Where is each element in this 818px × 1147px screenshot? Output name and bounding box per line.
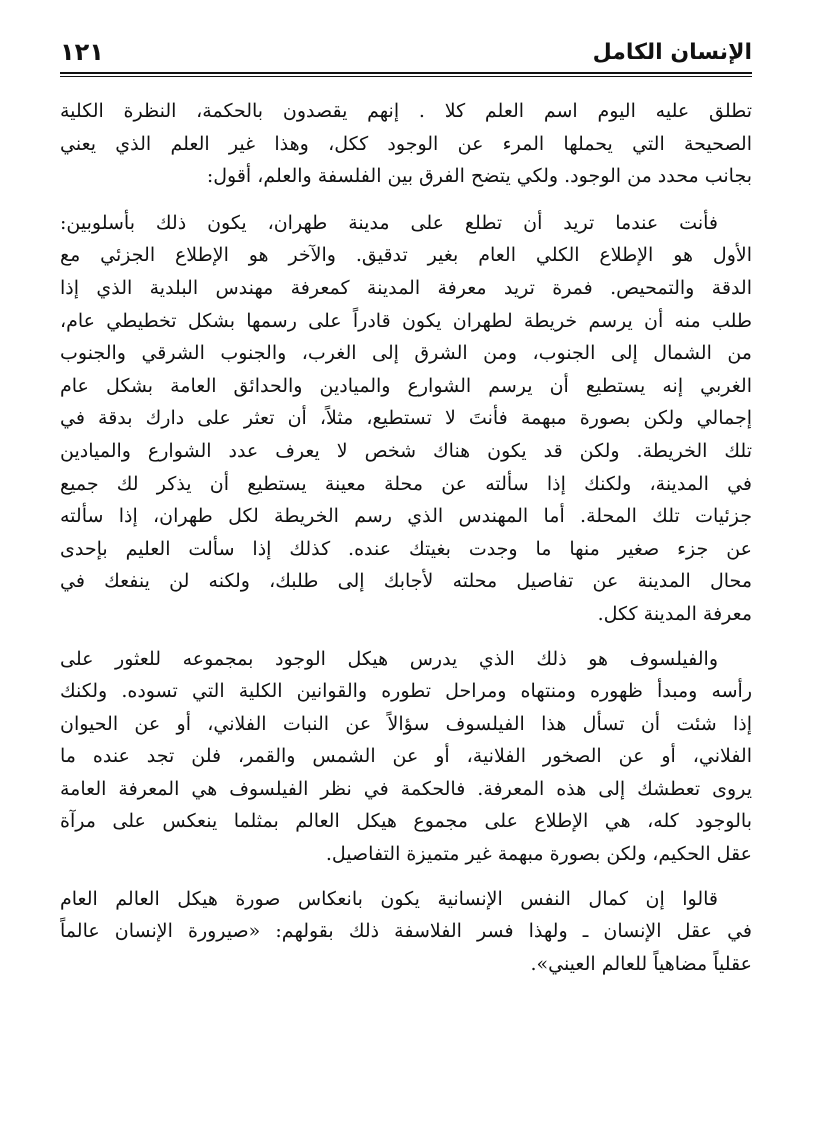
header-rule	[60, 72, 752, 77]
text-line: في عقل الإنسان ـ ولهذا فسر الفلاسفة ذلك بقولهم: «صيرورة الإنسان عالماً	[60, 920, 752, 943]
text-line: من الشمال إلى الجنوب، ومن الشرق إلى الغرب، والجنوب الشرقي والجنوب	[60, 342, 752, 365]
text-line: يروى تعطشك إلى هذه المعرفة. فالحكمة في نظر الفيلسوف هي المعرفة العامة	[60, 777, 752, 800]
book-page	[60, 28, 752, 1128]
text-line: محال المدينة عن تفاصيل محلته لأجابك إلى طلبك، ولكنه لن ينفعك في	[60, 570, 752, 593]
paragraph	[60, 95, 752, 193]
paragraph	[60, 883, 752, 981]
running-header	[60, 28, 752, 64]
text-line: جزئيات تلك المحلة. أما المهندس الذي رسم الخريطة لكل طهران، إذا سألته	[60, 505, 752, 528]
text-line: إذا شئت أن تسأل هذا الفيلسوف سؤالاً عن النبات الفلاني، أو عن الحيوان	[60, 712, 752, 735]
text-line: إجمالي ولكن بصورة مبهمة فأنتَ لا تستطيع، مثلاً، أن تعثر على دارك بدقة في	[60, 407, 752, 430]
page-number: ١٢١	[60, 38, 104, 66]
text-line: في المدينة، ولكنك إذا سألته عن محلة معينة يستطيع أن يذكر لك جميع	[60, 472, 752, 495]
text-line: بالوجود كله، هي الإطلاع على مجموع هيكل العالم بمثلما ينعكس على مرآة	[60, 810, 752, 833]
text-line: رأسه ومبدأ ظهوره ومنتهاه ومراحل تطوره والقوانين الكلية التي تسوده. ولكنك	[60, 680, 752, 703]
text-line: الفلاني، أو عن الصخور الفلانية، أو عن الشمس والقمر، فلن تجد عنده ما	[60, 745, 752, 768]
text-line: الأول هو الإطلاع الكلي العام بغير تدقيق. والآخر هو الإطلاع الجزئي مع	[60, 244, 752, 267]
text-line: طلب منه أن يرسم خريطة لطهران يكون قادراً على رسمها بشكل تخطيطي عام،	[60, 309, 752, 332]
text-line: تلك الخريطة. ولكن قد يكون هناك شخص لا يعرف عدد الشوارع والميادين	[60, 439, 752, 462]
text-line: والفيلسوف هو ذلك الذي يدرس هيكل الوجود بمجموعه للعثور على	[60, 647, 718, 670]
text-line: الصحيحة التي يحملها المرء عن الوجود ككل، وهذا غير العلم الذي يعني	[60, 132, 752, 155]
text-line: معرفة المدينة ككل.	[597, 602, 752, 625]
text-line: فأنت عندما تريد أن تطلع على مدينة طهران، يكون ذلك بأسلوبين:	[60, 211, 718, 234]
text-line: قالوا إن كمال النفس الإنسانية يكون بانعكاس صورة هيكل العالم العام	[60, 887, 718, 910]
paragraph	[60, 643, 752, 871]
text-line: عقل الحكيم، ولكن بصورة مبهمة غير متميزة التفاصيل.	[325, 843, 752, 866]
text-line: تطلق عليه اليوم اسم العلم كلا . إنهم يقصدون بالحكمة، النظرة الكلية	[60, 100, 752, 122]
running-title: الإنسان الكامل	[592, 40, 752, 65]
text-line: الدقة والتمحيص. فمرة تريد معرفة المدينة كمعرفة مهندس البلدية الذي إذا	[60, 276, 752, 299]
text-line: عن جزء صغير منها ما وجدت بغيتك عنده. كذلك إذا سألت العليم بإحدى	[60, 537, 752, 560]
text-line: بجانب محدد من الوجود. ولكي يتضح الفرق بين الفلسفة والعلم، أقول:	[206, 165, 752, 188]
body-text	[60, 95, 752, 980]
paragraph	[60, 207, 752, 631]
text-line: عقلياً مضاهياً للعالم العيني».	[530, 952, 752, 975]
text-line: الغربي إنه يستطيع أن يرسم الشوارع والميادين والحدائق العامة بشكل عام	[60, 374, 752, 397]
